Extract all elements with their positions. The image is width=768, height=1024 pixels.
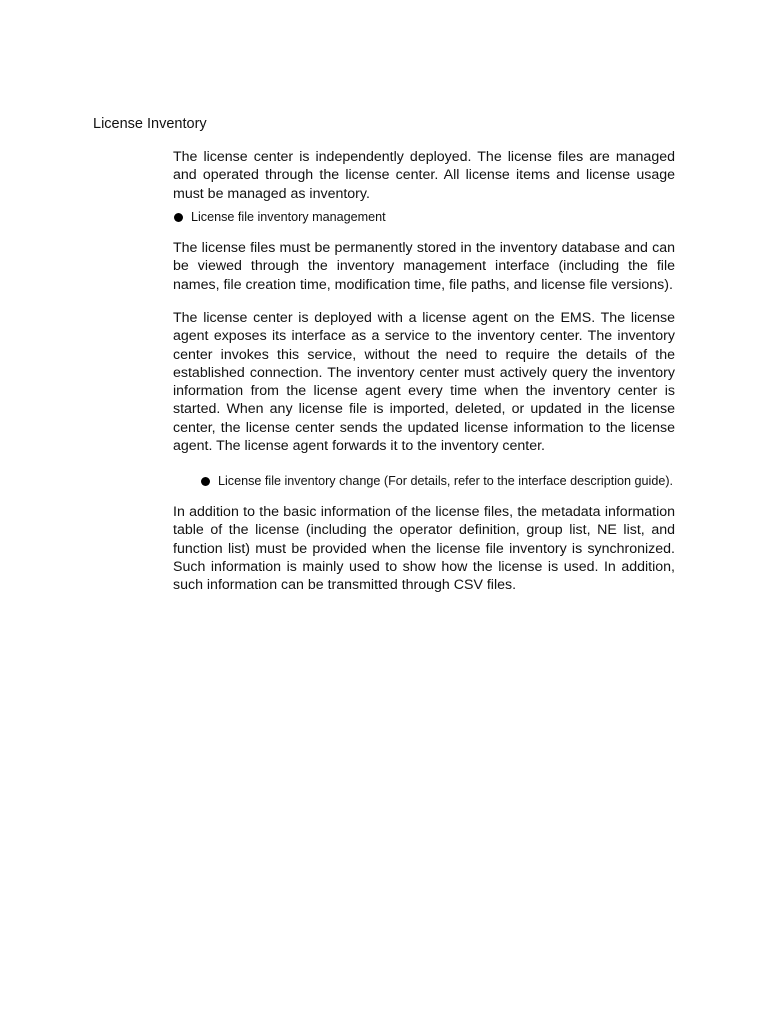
bullet-text: License file inventory management: [191, 210, 386, 224]
bullet-dot-icon: [174, 213, 183, 222]
section-heading: License Inventory: [93, 116, 207, 132]
bullet-item-inventory-change: [201, 473, 673, 489]
paragraph-license-agent: The license center is deployed with a license agent on the EMS. The license agent exposes its interface as a service to the inventory center. The inventory center invokes this service, without the need to require the details of the established connection. The inventory center must actively query the inventory information from the license agent every time when the inventory center is started. When any license file is imported, deleted, or updated in the license center, the license center sends the updated license information to the license agent. The license agent forwards it to the inventory center.: [173, 310, 675, 455]
bullet-text: License file inventory change (For details, refer to the interface description guide).: [218, 474, 674, 488]
bullet-dot-icon: [201, 477, 210, 486]
paragraph-intro: The license center is independently deployed. The license files are managed and operated through the license center. All license items and license usage must be managed as inventory.: [173, 149, 675, 202]
bullet-item-inventory-management: [174, 209, 386, 225]
paragraph-storage: The license files must be permanently stored in the inventory database and can be viewed through the inventory management interface (including the file names, file creation time, modification time, file paths, and license file versions).: [173, 240, 675, 293]
paragraph-metadata: In addition to the basic information of the license files, the metadata information table of the license (including the operator definition, group list, NE list, and function list) must be provided when the license file inventory is synchronized. Such information is mainly used to show how the license is used. In addition, such information can be transmitted through CSV files.: [173, 504, 675, 594]
